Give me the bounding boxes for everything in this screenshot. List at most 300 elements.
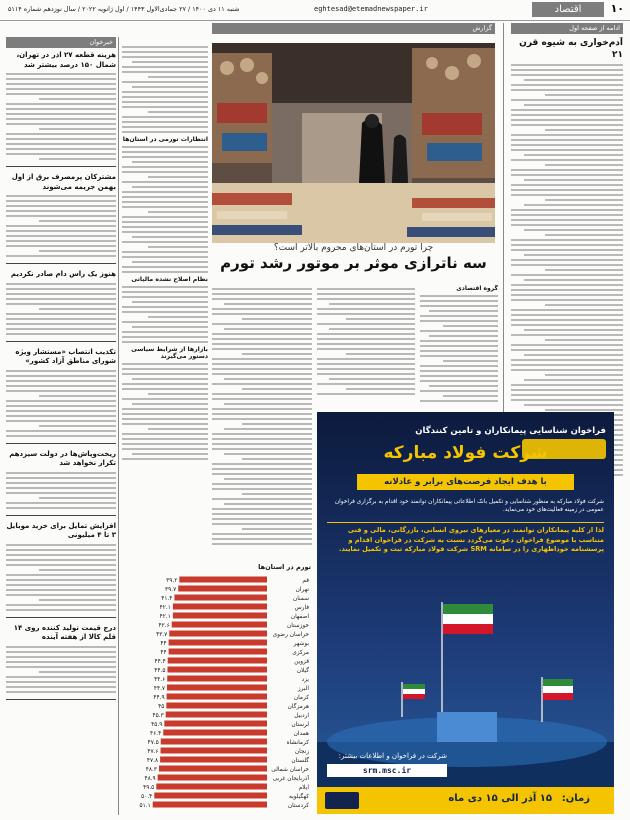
- text-line: [511, 384, 623, 386]
- text-line: [420, 365, 498, 367]
- text-line: [6, 293, 116, 295]
- text-line: [511, 289, 623, 291]
- center-col-3: [212, 285, 312, 565]
- text-line: [148, 76, 208, 78]
- text-line: [6, 472, 116, 474]
- text-line: [524, 254, 623, 256]
- text-line: [6, 594, 116, 596]
- news-divider: [6, 263, 116, 264]
- text-line: [511, 369, 623, 371]
- text-line: [122, 116, 208, 118]
- text-line: [511, 114, 623, 116]
- text-line: [212, 373, 312, 375]
- text-line: [420, 370, 498, 372]
- text-line: [6, 333, 116, 335]
- chart-canvas: [122, 571, 311, 811]
- text-line: [6, 400, 116, 402]
- text-line: [511, 134, 623, 136]
- text-line: [317, 383, 415, 385]
- text-line: [122, 331, 208, 333]
- category-label: تهران: [295, 587, 309, 593]
- value-label: ۴۴: [160, 641, 167, 647]
- main-headline-block: [212, 243, 495, 283]
- text-line: [212, 443, 312, 445]
- text-line: [346, 353, 415, 355]
- text-line: [6, 138, 116, 140]
- ad-body-1: شرکت فولاد مبارکه به منظور شناسایی و تکمیل بانک اطلاعاتی پیمانکاران توانمند خود اقدام به برگزاری فراخوان عمومی در زمینه فعالیت‌های خود می‌نماید.: [334, 499, 604, 513]
- text-line: [511, 399, 623, 401]
- right-column: [511, 37, 623, 477]
- text-line: [329, 378, 415, 380]
- text-line: [511, 274, 623, 276]
- middle-text-2: [122, 146, 208, 273]
- text-line: [122, 156, 208, 158]
- text-line: [6, 651, 116, 653]
- text-line: [6, 604, 116, 606]
- byline: گروه اقتصادی: [456, 285, 498, 292]
- text-line: [511, 314, 623, 316]
- ad-call: فراخوان شناسایی پیمانکاران و تامین کنندگان: [415, 426, 606, 436]
- news-divider: [6, 341, 116, 342]
- text-line: [443, 360, 498, 362]
- text-line: [224, 453, 312, 455]
- bar: [163, 730, 267, 736]
- text-line: [242, 388, 312, 390]
- text-line: [6, 482, 116, 484]
- text-line: [122, 206, 208, 208]
- value-label: ۴۹.۵: [143, 785, 155, 791]
- text-line: [122, 438, 208, 440]
- text-line: [511, 394, 623, 396]
- text-line: [511, 344, 623, 346]
- text-line: [524, 379, 623, 381]
- text-line: [6, 88, 116, 90]
- text-line: [511, 184, 623, 186]
- text-line: [122, 388, 208, 390]
- text-line: [6, 200, 116, 202]
- text-line: [212, 393, 312, 395]
- value-label: ۴۲.۶: [158, 623, 170, 629]
- text-line: [212, 333, 312, 335]
- text-line: [148, 176, 208, 178]
- text-line: [148, 246, 208, 248]
- text-line: [317, 313, 415, 315]
- issue-date-line: شنبه ۱۱ دی ۱۴۰۰ / ۲۷ جمادی‌الاول ۱۴۴۳ / اول ژانویه ۲۰۲۲ / سال نوزدهم شماره ۵۱۱۴: [8, 5, 240, 13]
- text-line: [122, 341, 208, 343]
- text-line: [122, 413, 208, 415]
- text-line: [420, 300, 498, 302]
- category-label: خراسان رضوی: [272, 632, 309, 638]
- category-label: کهگیلویه: [288, 794, 309, 800]
- text-line: [122, 131, 208, 133]
- text-line: [511, 389, 623, 391]
- category-label: کرمان: [293, 695, 309, 701]
- text-line: [6, 666, 116, 668]
- category-label: بوشهر: [293, 641, 309, 647]
- text-line: [6, 283, 116, 285]
- text-line: [511, 194, 623, 196]
- category-label: اصفهان: [290, 614, 309, 620]
- text-line: [212, 448, 312, 450]
- text-line: [122, 458, 208, 460]
- news-body-text: [6, 370, 116, 437]
- text-line: [122, 296, 208, 298]
- text-line: [524, 79, 623, 81]
- section-email[interactable]: eghtesad@etemadnewspaper.ir: [314, 5, 428, 13]
- text-line: [6, 73, 116, 75]
- text-line: [132, 161, 208, 163]
- text-line: [6, 83, 116, 85]
- text-line: [132, 61, 208, 63]
- middle-text-3: [122, 286, 208, 343]
- category-label: البرز: [297, 686, 309, 692]
- category-label: ایلام: [298, 785, 309, 791]
- text-line: [511, 64, 623, 66]
- text-line: [6, 370, 116, 372]
- text-line: [212, 288, 312, 290]
- text-line: [511, 349, 623, 351]
- text-line: [122, 81, 208, 83]
- text-line: [6, 564, 116, 566]
- text-line: [242, 353, 312, 355]
- text-line: [511, 244, 623, 246]
- right-headline: آدم‌خواری به شیوه قرن ۲۱: [519, 38, 623, 60]
- text-line: [122, 181, 208, 183]
- text-line: [420, 295, 498, 297]
- column-tag-right: ادامه از صفحه اول: [511, 23, 623, 34]
- value-label: ۴۱.۴: [161, 596, 173, 602]
- text-line: [122, 423, 208, 425]
- text-line: [420, 355, 498, 357]
- text-line: [545, 164, 623, 166]
- text-line: [545, 374, 623, 376]
- text-line: [6, 385, 116, 387]
- text-line: [6, 502, 116, 504]
- text-line: [122, 398, 208, 400]
- text-line: [511, 224, 623, 226]
- value-label: ۵۱.۱: [139, 803, 151, 809]
- text-line: [122, 363, 208, 365]
- value-label: ۴۵.۳: [152, 713, 164, 719]
- center-col-2-text: [317, 288, 415, 395]
- center-col-2: [317, 285, 415, 407]
- text-line: [132, 236, 208, 238]
- column-tag-center: گزارش: [212, 23, 495, 34]
- bar: [169, 631, 267, 637]
- category-label: قزوین: [294, 659, 309, 665]
- value-label: ۴۵: [158, 704, 165, 710]
- category-label: قم: [302, 578, 309, 584]
- text-line: [122, 46, 208, 48]
- text-line: [148, 428, 208, 430]
- text-line: [132, 86, 208, 88]
- text-line: [420, 340, 498, 342]
- text-line: [39, 569, 116, 571]
- text-line: [420, 330, 498, 332]
- text-line: [122, 443, 208, 445]
- text-line: [6, 123, 116, 125]
- category-label: همدان: [293, 731, 309, 737]
- text-line: [6, 410, 116, 412]
- text-line: [132, 301, 208, 303]
- text-line: [6, 328, 116, 330]
- text-line: [122, 91, 208, 93]
- bar: [160, 757, 267, 763]
- text-line: [317, 308, 415, 310]
- text-line: [122, 373, 208, 375]
- text-line: [242, 493, 312, 495]
- text-line: [511, 139, 623, 141]
- text-line: [6, 230, 116, 232]
- news-body-text: [6, 472, 116, 509]
- text-line: [511, 169, 623, 171]
- text-line: [6, 133, 116, 135]
- text-line: [6, 691, 116, 693]
- text-line: [545, 234, 623, 236]
- text-line: [511, 324, 623, 326]
- text-line: [212, 293, 312, 295]
- text-line: [524, 104, 623, 106]
- category-label: گلستان: [291, 758, 309, 764]
- text-line: [329, 303, 415, 305]
- value-label: ۵۰.۴: [141, 794, 153, 800]
- text-line: [212, 518, 312, 520]
- value-label: ۴۶.۴: [150, 731, 162, 737]
- text-line: [212, 383, 312, 385]
- text-line: [329, 328, 415, 330]
- bar: [168, 658, 267, 664]
- text-line: [6, 492, 116, 494]
- text-line: [6, 574, 116, 576]
- news-headline: هنوز یک ‌راس دام صادر نکردیم: [10, 270, 116, 278]
- text-line: [6, 656, 116, 658]
- category-label: لرستان: [291, 722, 309, 728]
- text-line: [524, 154, 623, 156]
- text-line: [122, 241, 208, 243]
- text-line: [420, 380, 498, 382]
- inflation-chart: [122, 563, 311, 814]
- text-line: [122, 196, 208, 198]
- text-line: [545, 304, 623, 306]
- bar: [166, 712, 267, 718]
- text-line: [122, 191, 208, 193]
- ad-company: شرکت فولاد مبارکه: [383, 443, 548, 463]
- text-line: [39, 395, 116, 397]
- category-label: زنجان: [294, 749, 309, 755]
- text-line: [420, 315, 498, 317]
- text-line: [6, 375, 116, 377]
- text-line: [122, 101, 208, 103]
- text-line: [122, 321, 208, 323]
- text-line: [212, 418, 312, 420]
- text-line: [39, 599, 116, 601]
- text-line: [317, 333, 415, 335]
- page-number: ۱۰: [610, 2, 624, 15]
- text-line: [511, 319, 623, 321]
- text-line: [317, 298, 415, 300]
- bar: [156, 784, 267, 790]
- text-line: [443, 325, 498, 327]
- text-line: [317, 293, 415, 295]
- category-label: کردستان: [287, 803, 309, 809]
- category-label: خوزستان: [286, 623, 309, 629]
- text-line: [212, 538, 312, 540]
- text-line: [224, 328, 312, 330]
- text-line: [122, 221, 208, 223]
- text-line: [6, 415, 116, 417]
- text-line: [511, 249, 623, 251]
- text-line: [212, 348, 312, 350]
- text-line: [346, 318, 415, 320]
- text-line: [122, 216, 208, 218]
- text-line: [524, 229, 623, 231]
- text-line: [6, 235, 116, 237]
- text-line: [6, 255, 116, 257]
- text-line: [212, 508, 312, 510]
- text-line: [122, 96, 208, 98]
- text-line: [6, 153, 116, 155]
- left-column: [6, 51, 116, 816]
- text-line: [317, 343, 415, 345]
- text-line: [132, 403, 208, 405]
- text-line: [242, 528, 312, 530]
- market-photo: [212, 43, 495, 243]
- text-line: [212, 338, 312, 340]
- bar: [174, 595, 267, 601]
- text-line: [420, 400, 498, 402]
- text-line: [122, 151, 208, 153]
- text-line: [6, 435, 116, 437]
- column-tag-left: خبرخوان: [6, 37, 116, 48]
- text-line: [545, 269, 623, 271]
- text-line: [148, 393, 208, 395]
- value-label: ۴۷.۵: [147, 740, 159, 746]
- text-line: [545, 199, 623, 201]
- bar: [173, 613, 267, 619]
- text-line: [511, 219, 623, 221]
- bar: [164, 721, 267, 727]
- bar: [167, 694, 267, 700]
- text-line: [122, 266, 208, 268]
- text-line: [122, 336, 208, 338]
- text-line: [212, 408, 312, 410]
- text-line: [6, 225, 116, 227]
- company-logo-icon: [325, 792, 359, 809]
- news-divider: [6, 699, 116, 700]
- text-line: [132, 378, 208, 380]
- text-line: [212, 468, 312, 470]
- bar: [179, 577, 267, 583]
- text-line: [6, 313, 116, 315]
- bar: [158, 775, 267, 781]
- text-line: [511, 239, 623, 241]
- value-label: ۴۴.۹: [153, 695, 165, 701]
- text-line: [317, 368, 415, 370]
- text-line: [6, 584, 116, 586]
- text-line: [122, 66, 208, 68]
- text-line: [122, 146, 208, 148]
- text-line: [122, 368, 208, 370]
- text-line: [545, 409, 623, 411]
- text-line: [420, 350, 498, 352]
- text-line: [122, 51, 208, 53]
- text-line: [429, 335, 498, 337]
- text-line: [511, 149, 623, 151]
- value-label: ۴۴.۵: [154, 668, 166, 674]
- text-line: [212, 523, 312, 525]
- text-line: [6, 240, 116, 242]
- text-line: [212, 498, 312, 500]
- text-line: [122, 311, 208, 313]
- text-line: [242, 423, 312, 425]
- text-line: [122, 418, 208, 420]
- text-line: [132, 453, 208, 455]
- center-col-3-text: [212, 288, 312, 545]
- text-line: [6, 118, 116, 120]
- news-headline: هزینه قطعه ۲۷ آذر در تهران، شمال ۱۵۰ درصد بیشتر شد: [16, 51, 116, 69]
- text-line: [429, 310, 498, 312]
- value-label: ۴۸.۹: [144, 776, 156, 782]
- text-line: [6, 215, 116, 217]
- text-line: [6, 589, 116, 591]
- text-line: [6, 205, 116, 207]
- text-line: [6, 405, 116, 407]
- text-line: [511, 119, 623, 121]
- text-line: [212, 358, 312, 360]
- column-divider: [503, 23, 504, 413]
- text-line: [6, 298, 116, 300]
- text-line: [524, 404, 623, 406]
- news-divider: [6, 515, 116, 516]
- text-line: [148, 211, 208, 213]
- value-label: ۴۴: [160, 650, 167, 656]
- text-line: [6, 148, 116, 150]
- text-line: [6, 549, 116, 551]
- bar: [161, 739, 267, 745]
- text-line: [6, 143, 116, 145]
- value-label: ۴۴.۶: [154, 677, 166, 683]
- text-line: [420, 345, 498, 347]
- kicker: چرا تورم در استان‌های محروم‌ بالاتر است؟: [273, 243, 434, 253]
- middle-text-4: [122, 363, 208, 460]
- text-line: [511, 84, 623, 86]
- category-label: هرمزگان: [287, 704, 309, 710]
- text-line: [524, 279, 623, 281]
- center-col-1-text: [420, 295, 498, 402]
- text-line: [122, 56, 208, 58]
- text-line: [511, 174, 623, 176]
- ad-goal: با هدف ایجاد فرصت‌های برابر و عادلانه: [357, 474, 574, 490]
- text-line: [420, 390, 498, 392]
- text-line: [6, 78, 116, 80]
- text-line: [122, 166, 208, 168]
- ad-url[interactable]: srm.msc.ir: [327, 764, 447, 777]
- news-body-text: [6, 73, 116, 160]
- text-line: [122, 433, 208, 435]
- subhead-tax-system: نظام اصلاح نشده مالیاتی: [131, 276, 208, 283]
- middle-column: [122, 43, 208, 561]
- text-line: [6, 544, 116, 546]
- text-line: [6, 210, 116, 212]
- news-headline: ریخت‌وپاش‌ها در دولت سیزدهم تکرار نخواهد شد: [9, 449, 116, 467]
- text-line: [511, 109, 623, 111]
- text-line: [317, 373, 415, 375]
- bar: [167, 667, 267, 673]
- text-line: [511, 309, 623, 311]
- text-line: [39, 98, 116, 100]
- subhead-markets-politics: بازارها از شرایط سیاسی دستور می‌گیرند: [131, 346, 208, 360]
- text-line: [545, 129, 623, 131]
